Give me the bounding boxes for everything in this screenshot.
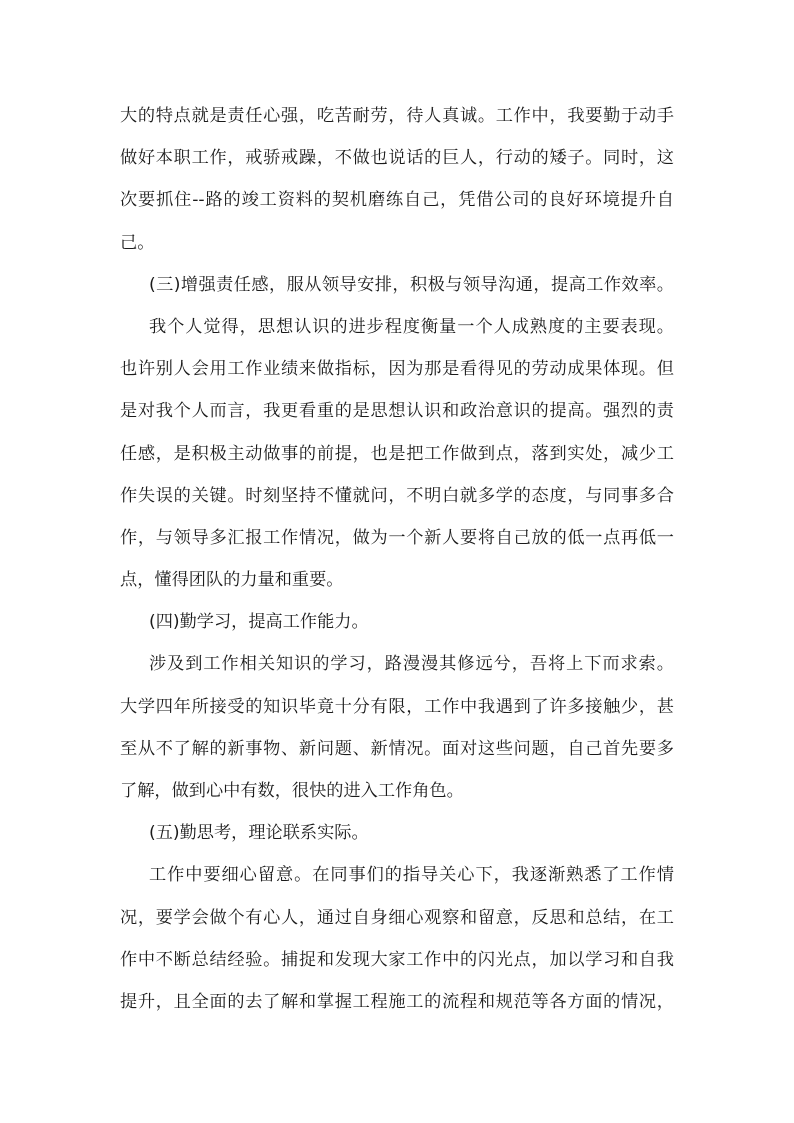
section-heading: (三)增强责任感，服从领导安排，积极与领导沟通，提高工作效率。 <box>149 274 674 295</box>
text-line: 也许别人会用工作业绩来做指标，因为那是看得见的劳动成果体现。但 <box>120 359 674 380</box>
section-heading: (五)勤思考，理论联系实际。 <box>149 823 369 844</box>
text-line: 了解，做到心中有数，很快的进入工作角色。 <box>120 781 464 801</box>
text-line: 任感，是积极主动做事的前提，也是把工作做到点，落到实处，减少工 <box>120 443 674 464</box>
text-line: 做好本职工作，戒骄戒躁，不做也说话的巨人，行动的矮子。同时，这 <box>120 148 674 169</box>
text-line: 提升，且全面的去了解和掌握工程施工的流程和规范等各方面的情况， <box>120 991 674 1012</box>
paragraph-start: 工作中要细心留意。在同事们的指导关心下，我逐渐熟悉了工作情 <box>149 865 674 886</box>
text-line: 作失误的关键。时刻坚持不懂就问，不明白就多学的态度，与同事多合 <box>120 485 674 506</box>
text-line: 至从不了解的新事物、新问题、新情况。面对这些问题，自己首先要多 <box>120 738 674 759</box>
text-line: 点，懂得团队的力量和重要。 <box>120 570 344 591</box>
paragraph-start: 涉及到工作相关知识的学习，路漫漫其修远兮，吾将上下而求索。 <box>149 654 674 675</box>
section-heading: (四)勤学习，提高工作能力。 <box>149 612 369 633</box>
text-line: 作中不断总结经验。捕捉和发现大家工作中的闪光点，加以学习和自我 <box>120 949 674 970</box>
text-line: 大的特点就是责任心强，吃苦耐劳，待人真诚。工作中，我要勤于动手 <box>120 106 674 126</box>
text-line: 大学四年所接受的知识毕竟十分有限，工作中我遇到了许多接触少，甚 <box>120 696 674 717</box>
paragraph-start: 我个人觉得，思想认识的进步程度衡量一个人成熟度的主要表现。 <box>149 316 674 337</box>
text-line: 己。 <box>120 232 155 253</box>
text-line: 作，与领导多汇报工作情况，做为一个新人要将自己放的低一点再低一 <box>120 527 674 548</box>
text-line: 次要抓住--路的竣工资料的契机磨练自己，凭借公司的良好环境提升自 <box>120 190 674 211</box>
text-line: 况，要学会做个有心人，通过自身细心观察和留意，反思和总结，在工 <box>120 907 674 928</box>
text-line: 是对我个人而言，我更看重的是思想认识和政治意识的提高。强烈的责 <box>120 401 674 422</box>
